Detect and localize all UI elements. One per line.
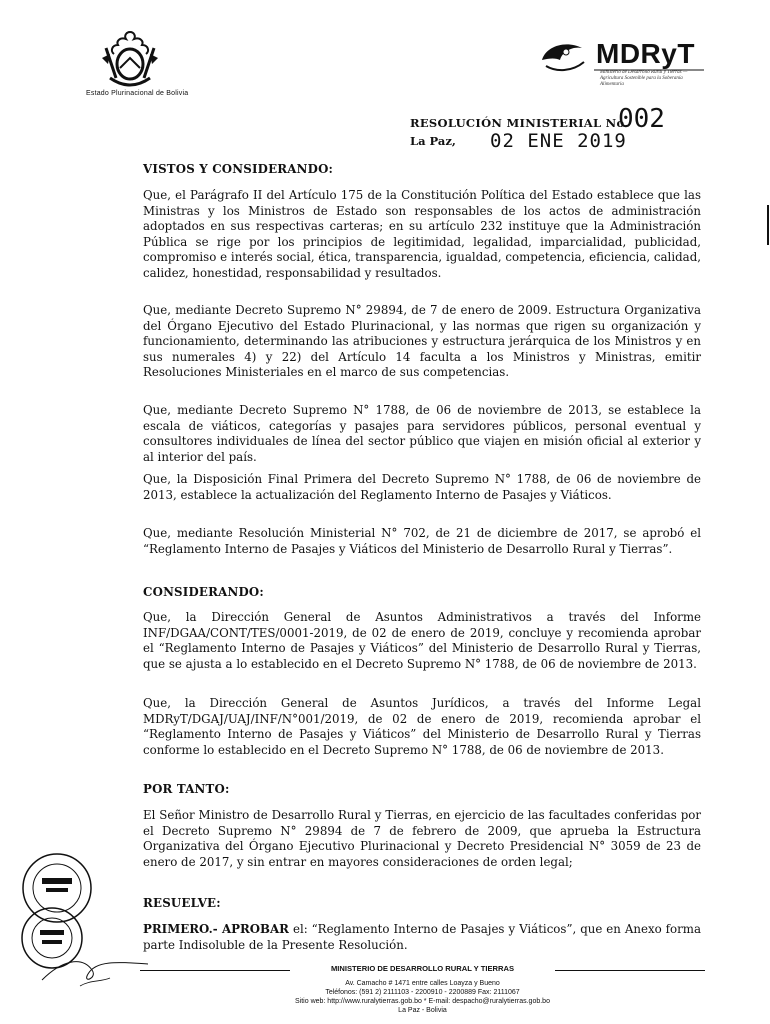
footer-rule-right (555, 970, 705, 971)
date-stamp: 02 ENE 2019 (490, 130, 627, 152)
state-caption: Estado Plurinacional de Bolivia (86, 90, 189, 97)
resolution-title: RESOLUCIÓN MINISTERIAL No. (410, 116, 629, 130)
paragraph: Que, mediante Resolución Ministerial N° 702, de 21 de diciembre de 2017, se aprobó el “Reglamento Interno de Pasajes y Viáticos del Ministerio de Desarrollo Rural y Tierras”. (143, 526, 701, 556)
footer-phones: Teléfonos: (591 2) 2111103 - 2200910 - 2200889 Fax: 2111067 (325, 989, 520, 996)
paragraph: Que, la Disposición Final Primera del Decreto Supremo N° 1788, de 06 de noviembre de 2013, establece la actualización del Reglamento Interno de Pasajes y Viáticos. (143, 472, 701, 502)
footer-ministry: MINISTERIO DE DESARROLLO RURAL Y TIERRAS (330, 964, 515, 973)
footer-city: La Paz - Bolivia (398, 1007, 447, 1014)
margin-mark (767, 205, 769, 245)
bolivia-coat-of-arms-icon (100, 28, 160, 90)
footer-address: Av. Camacho # 1471 entre calles Loayza y Bueno (345, 980, 500, 987)
first-article-label: PRIMERO.- APROBAR (143, 922, 289, 936)
resolution-number: 002 (618, 104, 665, 134)
section-heading: CONSIDERANDO: (143, 585, 264, 599)
section-heading: VISTOS Y CONSIDERANDO: (143, 162, 334, 176)
footer-web: Sitio web: http://www.ruralytierras.gob.bo * E-mail: despacho@ruralytierras.gob.bo (295, 998, 550, 1005)
paragraph: Que, el Parágrafo II del Artículo 175 de la Constitución Política del Estado establece que las Ministras y los Ministros de Estado son responsables de los actos de administración adoptados en sus respectivas carteras; en su artículo 232 instituye que la Administración Pública se rige por los principios de legitimidad, legalidad, imparcialidad, publicidad, compromiso e interés social, ética, transparencia, igualdad, competencia, eficiencia, calidad, calidez, honestidad, responsabilidad y resultados. (143, 188, 701, 280)
footer-contact (200, 979, 645, 1015)
paragraph: El Señor Ministro de Desarrollo Rural y Tierras, en ejercicio de las facultades conferidas por el Decreto Supremo N° 29894 de 7 de febrero de 2009, que aprueba la Estructura Organizativa del Órgano Ejecutivo Plurinacional y Decreto Presidencial N° 3059 de 23 de enero de 2017, y sin entrar en mayores consideraciones de orden legal; (143, 808, 701, 869)
paragraph: Que, la Dirección General de Asuntos Jurídicos, a través del Informe Legal MDRyT/DGAJ/UAJ/INF/N°001/2019, de 02 de enero de 2019, recomienda aprobar el “Reglamento Interno de Pasajes y Viáticos” del Ministerio de Desarrollo Rural y Tierras conforme lo establecido en el Decreto Supremo N° 1788, de 06 de noviembre de 2013. (143, 696, 701, 757)
first-article-text: el: “Reglamento Interno de Pasajes y Viáticos”, que en Anexo forma parte Indisoluble de la Presente Resolución. (143, 922, 701, 952)
mdryt-logo-text: MDRyT (596, 38, 695, 69)
paragraph: Que, mediante Decreto Supremo N° 29894, de 7 de enero de 2009. Estructura Organizativa del Órgano Ejecutivo del Estado Plurinacional, y las normas que rigen su organización y funcionamiento, determinando las atribuciones y estructura jerárquica de los Ministros y en sus numerales 4) y 22) del Artículo 14 faculta a los Ministros y Ministras, emitir Resoluciones Ministeriales en el marco de sus competencias. (143, 303, 701, 379)
section-heading: POR TANTO: (143, 782, 230, 796)
paragraph: Que, mediante Decreto Supremo N° 1788, de 06 de noviembre de 2013, se establece la escala de viáticos, categorías y pasajes para servidores públicos, personal eventual y consultores individuales de línea del sector público que viajen en misión oficial al exterior y al interior del país. (143, 403, 701, 464)
footer-rule-left (140, 970, 290, 971)
resolution-place: La Paz, (410, 134, 456, 148)
first-article (143, 922, 701, 953)
section-heading: RESUELVE: (143, 896, 221, 910)
mdryt-tagline: Ministerio de Desarrollo Rural y Tierras — Agricultura Sostenible para la Soberanía Alimentaria (600, 70, 688, 87)
paragraph: Que, la Dirección General de Asuntos Administrativos a través del Informe INF/DGAA/CONT/TES/0001-2019, de 02 de enero de 2019, concluye y recomienda aprobar el “Reglamento Interno de Pasajes y Viáticos” del Ministerio de Desarrollo Rural y Tierras, que se ajusta a lo establecido en el Decreto Supremo N° 1788, de 06 de noviembre de 2013. (143, 610, 701, 671)
